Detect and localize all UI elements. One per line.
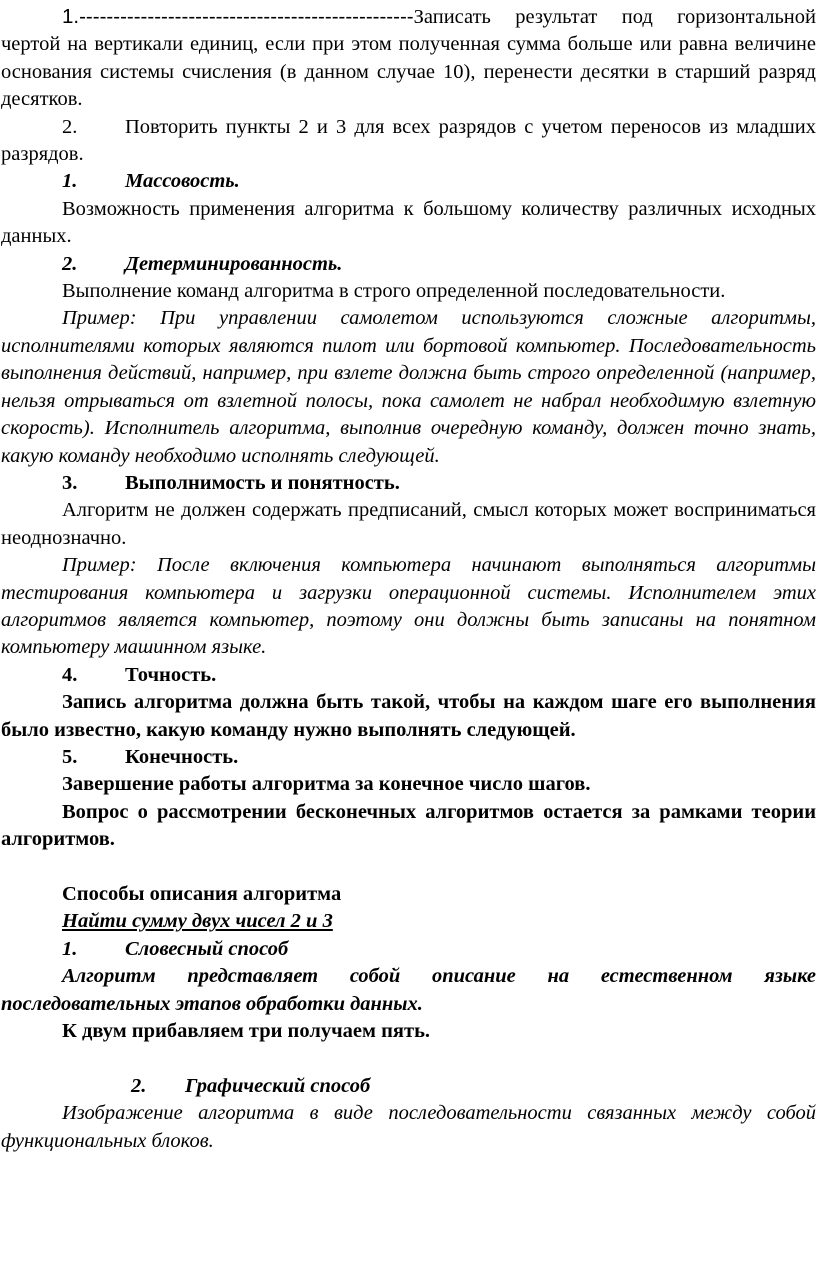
property-title: Массовость. <box>125 170 240 193</box>
method-title: Графический способ <box>185 1074 371 1097</box>
property-heading-finiteness <box>0 744 816 771</box>
property-number: 1. <box>62 170 78 193</box>
paragraph-graphic-description: Изображение алгоритма в виде последовательности связанных между собой функциональных блоков. <box>1 1102 816 1152</box>
property-heading-feasibility <box>0 470 816 497</box>
property-number: 4. <box>62 663 78 686</box>
paragraph-determinism-example: Пример: При управлении самолетом используются сложные алгоритмы, исполнителями которых являются пилот или бортовой компьютер. Последовательность выполнения действий, например, при взлете должна быть строго определенной (например, нельзя отрываться от взлетной полосы, пока самолет не набрал необходимую взлетную скорость). Исполнитель алгоритма, выполнив очередную команду, должен точно знать, какую команду необходимо исполнять следующей. <box>1 307 816 467</box>
property-number: 3. <box>62 471 78 494</box>
blank-line <box>0 854 816 881</box>
paragraph-mass-description: Возможность применения алгоритма к большому количеству различных исходных данных. <box>1 197 816 248</box>
paragraph-verbal-description: Алгоритм представляет собой описание на естественном языке последовательных этапов обработки данных. <box>1 965 816 1015</box>
property-heading-mass <box>0 168 816 195</box>
task-line <box>0 908 816 935</box>
property-heading-determinism <box>0 251 816 278</box>
document-page <box>0 3 816 1155</box>
step-2-text: Повторить пункты 2 и 3 для всех разрядов с учетом переносов из младших разрядов. <box>1 115 816 166</box>
method-heading-verbal <box>0 936 816 963</box>
property-title: Конечность. <box>125 745 239 768</box>
section-title: Способы описания алгоритма <box>62 882 342 905</box>
paragraph-infinite-algorithms: Вопрос о рассмотрении бесконечных алгоритмов остается за рамками теории алгоритмов. <box>1 800 816 851</box>
method-title: Словесный способ <box>125 937 289 960</box>
blank-line <box>0 1045 816 1072</box>
step-number: 2. <box>62 115 78 138</box>
method-number: 1. <box>62 937 78 960</box>
paragraph-step-2 <box>0 114 816 169</box>
property-title: Точность. <box>125 663 217 686</box>
paragraph-feasibility-description: Алгоритм не должен содержать предписаний, смысл которых может восприниматься неоднозначно. <box>1 499 816 549</box>
paragraph-determinism-description: Выполнение команд алгоритма в строго определенной последовательности. <box>62 280 726 303</box>
property-title: Выполнимость и понятность. <box>125 471 400 494</box>
step-1-text: Записать результат под горизонтальной чертой на вертикали единиц, если при этом полученная сумма больше или равна величине основания системы счисления (в данном случае 10), перенести десятки в старший разряд десятков. <box>1 6 816 111</box>
step-number: 1. <box>62 5 80 28</box>
method-number: 2. <box>131 1074 147 1097</box>
paragraph-step-1 <box>0 3 816 114</box>
property-title: Детерминированность. <box>125 252 343 275</box>
property-number: 2. <box>62 252 78 275</box>
method-heading-graphic <box>0 1073 816 1100</box>
property-heading-accuracy <box>0 662 816 689</box>
step-dash-line: ------------------------------------------------- <box>79 5 414 28</box>
task-text: Найти сумму двух чисел 2 и 3 <box>62 910 333 933</box>
paragraph-accuracy-description: Запись алгоритма должна быть такой, чтобы на каждом шаге его выполнения было известно, какую команду нужно выполнять следующей. <box>1 691 816 741</box>
property-number: 5. <box>62 745 78 768</box>
paragraph-verbal-example: К двум прибавляем три получаем пять. <box>62 1020 431 1043</box>
paragraph-feasibility-example: Пример: После включения компьютера начинают выполняться алгоритмы тестирования компьютера и загрузки операционной системы. Исполнителем этих алгоритмов является компьютер, поэтому они должны быть записаны на понятном компьютеру машинном языке. <box>1 554 816 659</box>
paragraph-finiteness-description: Завершение работы алгоритма за конечное число шагов. <box>62 773 591 796</box>
